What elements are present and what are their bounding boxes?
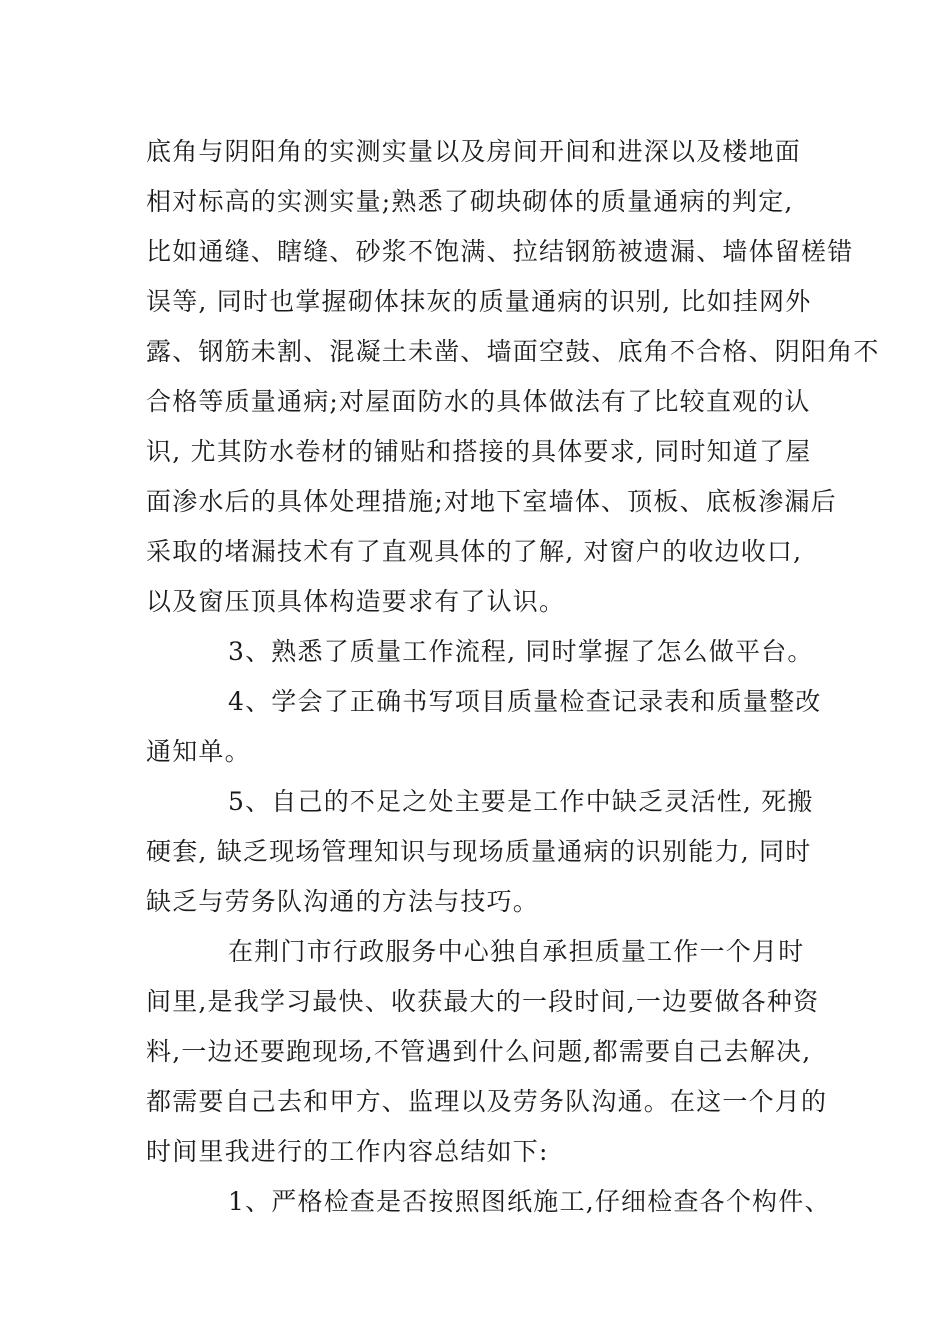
text-line: 硬套, 缺乏现场管理知识与现场质量通病的识别能力, 同时 <box>146 837 812 866</box>
text-line: 都需要自己去和甲方、监理以及劳务队沟通。在这一个月的 <box>146 1087 828 1116</box>
text-line: 缺乏与劳务队沟通的方法与技巧。 <box>146 887 540 916</box>
text-line: 识, 尤其防水卷材的铺贴和搭接的具体要求, 同时知道了屋 <box>146 437 812 466</box>
text-line: 面渗水后的具体处理措施;对地下室墙体、顶板、底板渗漏后 <box>146 487 837 516</box>
list-item: 5、自己的不足之处主要是工作中缺乏灵活性, 死搬 <box>228 787 814 816</box>
text-line: 时间里我进行的工作内容总结如下: <box>146 1137 549 1166</box>
text-line: 底角与阴阳角的实测实量以及房间开间和进深以及楼地面 <box>146 137 802 166</box>
list-item: 4、学会了正确书写项目质量检查记录表和质量整改 <box>228 687 822 716</box>
text-line: 采取的堵漏技术有了直观具体的了解, 对窗户的收边收口, <box>146 537 803 566</box>
text-line: 合格等质量通病;对屋面防水的具体做法有了比较直观的认 <box>146 387 811 416</box>
list-item: 3、熟悉了质量工作流程, 同时掌握了怎么做平台。 <box>228 637 814 666</box>
text-line: 以及窗压顶具体构造要求有了认识。 <box>146 587 566 616</box>
text-line: 比如通缝、瞎缝、砂浆不饱满、拉结钢筋被遗漏、墙体留槎错 <box>146 237 854 266</box>
text-line: 相对标高的实测实量;熟悉了砌块砌体的质量通病的判定, <box>146 187 794 216</box>
text-line: 误等, 同时也掌握砌体抹灰的质量通病的识别, 比如挂网外 <box>146 287 812 316</box>
list-item: 1、严格检查是否按照图纸施工,仔细检查各个构件、 <box>228 1187 831 1216</box>
text-line: 间里,是我学习最快、收获最大的一段时间,一边要做各种资 <box>146 987 820 1016</box>
paragraph-start: 在荆门市行政服务中心独自承担质量工作一个月时 <box>228 937 805 966</box>
text-line: 料,一边还要跑现场,不管遇到什么问题,都需要自己去解决, <box>146 1037 812 1066</box>
text-line: 露、钢筋未割、混凝土未凿、墙面空鼓、底角不合格、阴阳角不 <box>146 337 880 366</box>
text-line: 通知单。 <box>146 737 251 766</box>
